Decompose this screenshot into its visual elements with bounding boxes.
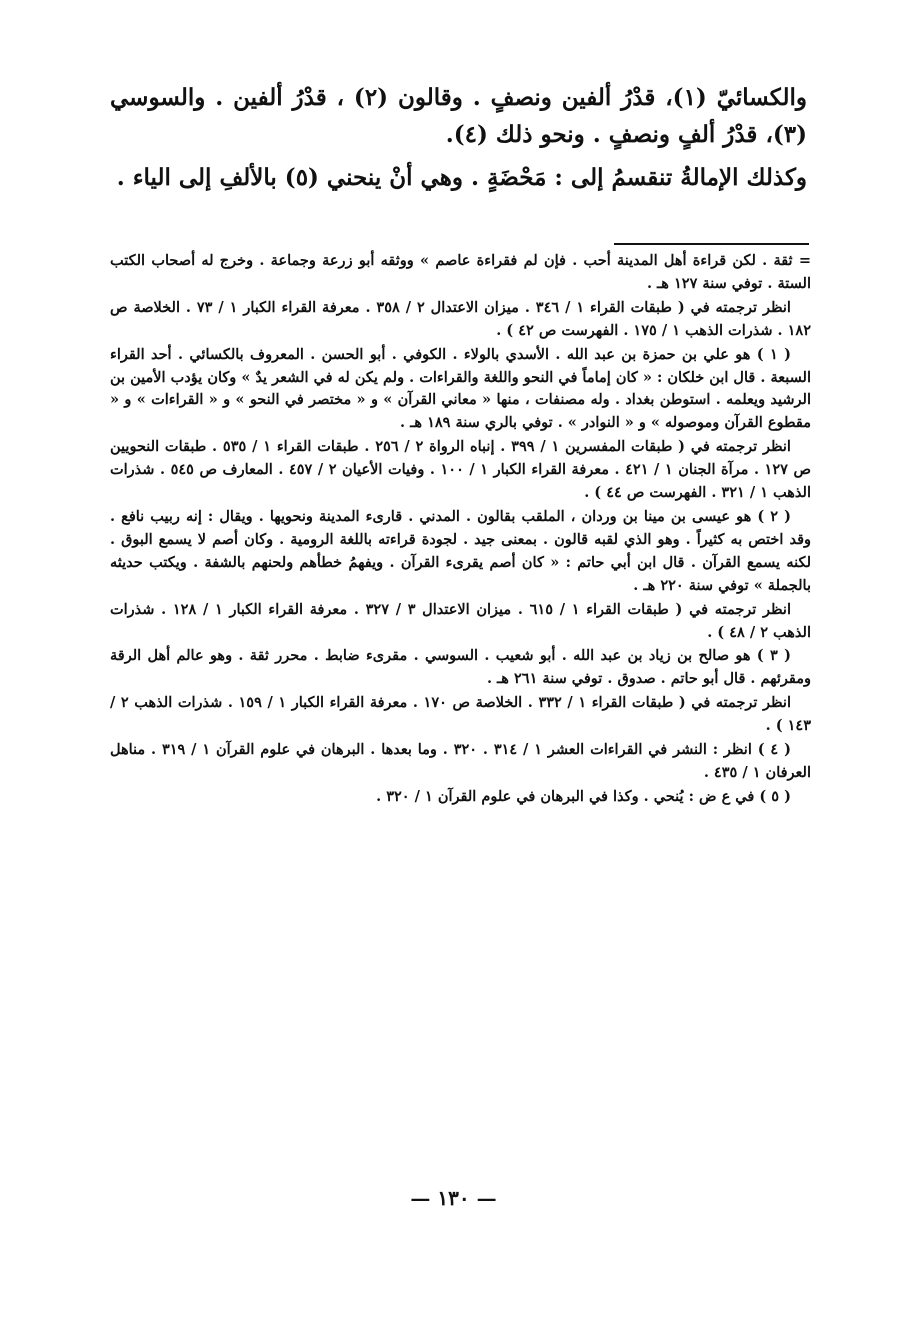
main-paragraph: والكسائيّ (١)، قدْرُ ألفين ونصفٍ . وقالون (٢) ، قدْرُ ألفين . والسوسي (٣)، قدْرُ ألفٍ ونصفٍ . ونحو ذلك (٤).: [110, 84, 808, 148]
footnote-4: ( ٤ ) انظر : النشر في القراءات العشر ١ / ٣١٤ . ٣٢٠ . وما بعدها . البرهان في علوم القرآن ١ / ٣١٩ . مناهل العرفان ١ / ٤٣٥ .: [110, 741, 811, 781]
footnote-3: ( ٣ ) هو صالح بن زياد بن عبد الله . أبو شعيب . السوسي . مقرىء ضابط . محرر ثقة . وهو عالم أهل الرقة ومقرئهم . قال أبو حاتم . صدوق . توفي سنة ٢٦١ هـ .: [110, 647, 811, 688]
footnotes: [110, 250, 811, 810]
footnote-references: انظر ترجمته في ( طبقات المفسرين ١ / ٣٩٩ . إنباه الرواة ٢ / ٢٥٦ . طبقات القراء ١ / ٥٣٥ . طبقات النحويين ص ١٢٧ . مرآة الجنان ١ / ٤٢١ . معرفة القراء الكبار ١ / ١٠٠ . وفيات الأعيان ٢ / ٤٥٧ . المعارف ص ٥٤٥ . شذرات الذهب ١ / ٣٢١ . الفهرست ص ٤٤ ) .: [110, 438, 811, 502]
footnote-references: انظر ترجمته في ( طبقات القراء ١ / ٣٤٦ . ميزان الاعتدال ٢ / ٣٥٨ . معرفة القراء الكبار ١ / ٧٣ . الخلاصة ص ١٨٢ . شذرات الذهب ١ / ١٧٥ . الفهرست ص ٤٢ ) .: [110, 298, 811, 339]
main-paragraph: وكذلك الإمالةُ تنقسمُ إلى : مَحْضَةٍ . وهي أنْ ينحني (٥) بالألفِ إلى الياء .: [116, 163, 807, 191]
footnote-continuation: = ثقة . لكن قراءة أهل المدينة أحب . فإن لم فقراءة عاصم » ووثقه أبو زرعة وجماعة . وخرج له أصحاب الكتب الستة . توفي سنة ١٢٧ هـ .: [110, 252, 811, 292]
footnote-divider: [614, 243, 809, 245]
footnote-5: ( ٥ ) في ع ض : يُنحي . وكذا في البرهان في علوم القرآن ١ / ٣٢٠ .: [376, 787, 791, 805]
main-text: [110, 80, 807, 196]
footnote-1: ( ١ ) هو علي بن حمزة بن عبد الله . الأسدي بالولاء . الكوفي . أبو الحسن . المعروف بالكسائي . أحد القراء السبعة . قال ابن خلكان : « كان إماماً في النحو واللغة والقراءات . ولم يكن له في الشعر يدٌ » وكان يؤدب الأمين بن الرشيد ويعلمه . استوطن بغداد . وله مصنفات ، منها « معاني القرآن » و « مختصر في النحو » و « القراءات » و « مقطوع القرآن وموصوله » و « النوادر » . توفي بالري سنة ١٨٩ هـ .: [109, 345, 811, 432]
footnote-references: انظر ترجمته في ( طبقات القراء ١ / ٦١٥ . ميزان الاعتدال ٣ / ٣٢٧ . معرفة القراء الكبار ١ / ١٢٨ . شذرات الذهب ٢ / ٤٨ ) .: [110, 600, 811, 641]
footnote-2: ( ٢ ) هو عيسى بن مينا بن وردان ، الملقب بقالون . المدني . قارىء المدينة ونحويها . ويقال : إنه ربيب نافع . وقد اختص به كثيراً . وهو الذي لقبه قالون . بمعنى جيد . لجودة قراءته باللغة الرومية . وكان أصم لا يسمع البوق . لكنه يسمع القرآن . قال ابن أبي حاتم : « كان أصم يقرىء القرآن . ويفهمُ خطأهم ولحنهم بالشفة . ويكتب حديثه بالجملة » توفي سنة ٢٢٠ هـ .: [110, 507, 811, 594]
page-number: — ١٣٠ —: [410, 1186, 497, 1210]
footnote-references: انظر ترجمته في ( طبقات القراء ١ / ٣٣٢ . الخلاصة ص ١٧٠ . معرفة القراء الكبار ١ / ١٥٩ . شذرات الذهب ٢ / ١٤٣ ) .: [110, 694, 811, 735]
